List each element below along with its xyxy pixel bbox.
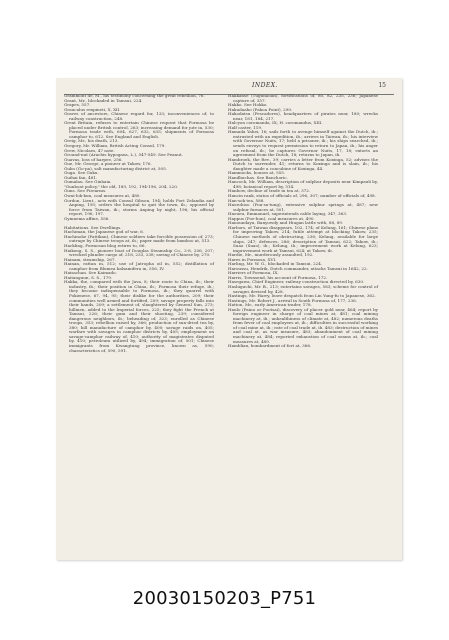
index-entry: Hammocks, houses at, 555. bbox=[228, 170, 286, 176]
index-entry: Haulo (Paino or Pootsai), discovery of placer gold near, 464; report by foreign engineer in charge of coal mines at, 481; coal mining machinery at, ib.; unhealthiness of climate at, 482; numerous deaths from fever of coal employees at, ib.; difficulties in successful working of coal mine at, ib.; rate of coal trade at, ib. 483; destruction of mines and coal at, as war measure, 483; abandonment of coal mining machinery at, 484; reported exhaustion of coal seams at, ib.; coal measures at, 489. bbox=[228, 306, 378, 344]
index-entry: Greig, Mr., his death, 213. bbox=[64, 138, 119, 144]
index-entry: Hancin rank, status of officials of, 296, 307; number of officials of, 498. bbox=[228, 193, 376, 199]
index-entry: Hambroek, the Rev., 39; carries a letter from Koxinga, 52; advises the Dutch to surrender, 41; returns to Koxinga and is slain, ib.; his daughter made a concubine of Koxinga, 44. bbox=[228, 156, 378, 171]
index-entry: Harling, Mr. W. G., blockaded in Tamsui, 224. bbox=[228, 261, 323, 267]
index-entry: Grew, Nicolaes, 47 note. bbox=[64, 147, 115, 153]
index-entry: "Gunboat policy," the old, 189, 192, 194-196, 204, 220. bbox=[64, 183, 179, 189]
scanned-page bbox=[56, 78, 402, 560]
image-caption: 20030150203_P751 bbox=[132, 588, 317, 609]
index-entry: Ground-nut (Arachis hypogaea, L.), 547-549. See Peanut. bbox=[64, 152, 183, 158]
index-entry: Hainam, steamship, 267. bbox=[64, 256, 116, 262]
index-entry: Gymnema affine, 556. bbox=[64, 215, 110, 221]
index-entry: Haroussu, Hendrik, Dutch commander, attacks Tamsui in 1642, 22. bbox=[228, 265, 368, 271]
index-entry: Haisachan. See Kaimado. bbox=[64, 270, 117, 276]
running-header bbox=[56, 82, 402, 92]
index-entry: Haoueu, Emmanuel, superintends cable laying, 347, 363. bbox=[228, 211, 348, 217]
index-entry: Hakko. See Hokko. bbox=[228, 102, 268, 108]
index-entry: Hachiman, the Japanese god of war, 6. bbox=[64, 229, 145, 235]
index-entry: Hatton, Mr., early American trader, 178. bbox=[228, 302, 312, 308]
index-entry: Grapes, 557. bbox=[64, 102, 91, 108]
index-entry: Half caster, 119. bbox=[228, 124, 263, 130]
index-entry: Guns. See Firearms. bbox=[64, 188, 107, 194]
index-entry: Guihai fan, 481. bbox=[64, 174, 98, 180]
index-entry: Hamblian, bombardment of fort at, 366. bbox=[228, 343, 312, 349]
index-entry: Han-sok tea, 588. bbox=[228, 197, 265, 203]
index-entry: Guavas, loss of harpee, 256. bbox=[64, 156, 123, 162]
index-entry: Hastings, Mr. Harry, leave despatch from Lin Yung-fu to Japanese, 362. bbox=[228, 293, 376, 299]
index-entry: Grant, Mr., blockaded in Tamsui, 224. bbox=[64, 97, 143, 103]
index-entry: Graucalus rexpineti, X, XII. bbox=[64, 106, 121, 112]
index-entry: Hamada Yahei, 16; sails forth to avenge himself against the Dutch, ib.; entrusted with an expedition, ib.; arrives in Taiwan, ib.; his interview with Governor Nuits, 17; held a prisoner, ib.; his ships searched, ib.; sends envoys to request permission to return to Japan, ib.; his anger on refusal, ib.; he captures Governor Nuits, 17, 18; extorts an agreement from the Dutch, 18; returns to Japan, ib. bbox=[228, 129, 378, 158]
index-entry: Harris, Townsend, his account of Formosa, 172. bbox=[228, 274, 328, 280]
index-entry: Hackling, Formosan blog retires to, 66. bbox=[64, 243, 146, 248]
header-title: INDEX. bbox=[252, 82, 278, 89]
index-entry: Gumalau. See Ginhaia. bbox=[64, 179, 112, 185]
index-entry: Graves of ancestors, Chinese regard for, 133; inconveniences of, to railway construction, 248. bbox=[64, 111, 214, 121]
index-entry: Habitations. See Dwellings. bbox=[64, 224, 122, 230]
index-entry: Hares in Formosa, XVI. bbox=[228, 256, 277, 262]
index-entry: Great Britain, refuses to entertain Chinese request that Formosa be placed under British control, 263; increasing demand for jute in, 530; Formosa trade with, 604, 627, 632, 635; shipments of Formosa camphor to, 612. See England and English. bbox=[64, 120, 214, 139]
index-entry: Hasegawa, Chief Engineer, railway construction directed by, 630. bbox=[228, 279, 365, 285]
index-entry: Harbors, of Taiwan disappears, 102, 174; of Kelung, 161; Chinese plans for improving Takow, 214; futile attempt at blocking Takow, 235; Chinese methods of obstructing, 236; Kelung, available for large ships, 247; defences, 286; description of Tamsui, 622; Takow, ib.; Suao (Suao), ib.; Kelung, ib.; improvement work at Kelung, 623; improvement work at Tamsui, 624; at Takow, ib. bbox=[228, 224, 378, 253]
index-entry: Hashiguchi, Mr. B., 213; entertains savages, 583; scheme for control of savages devised by, 428. bbox=[228, 283, 378, 294]
index-entry: Hakodatsu (Pescadores), headquarters of pirates near, 180; wrecks near, 181, 184, 217. bbox=[228, 111, 378, 121]
index-entry: Harriers of Formosa, IX. bbox=[228, 270, 279, 276]
index-entry: Hardie, Mr., murderously assaulted, 192. bbox=[228, 252, 314, 258]
index-entry: Haikong, S. S., pioneer boat of Douglas Steamship Co., 2-8, 206, 207; wrecked plunder cargo of, 218, 233, 238; saving of Chinese by, 270. bbox=[64, 247, 214, 258]
index-entry: Hakkanse (Tugunaoan), fortifications of, 80, 82, 235, 236; Japanese capture of, 357. bbox=[228, 93, 378, 103]
index-column-right bbox=[228, 94, 378, 349]
index-entry: Hakka, the, compared with the Java, 8; their route to China, ib.; their industry, ib.; their position in China, ib.; Formosa their refuge, ib.; they become indispensable to Formosa, ib.; they quarrel with Fokienese, 67, 94, 95; their dislike for the authorities, 209; their communities well armed and fortified, 209; savage property falls into their hands, 209; a settlement of, slaughtered by General Sun, 273; hillmen, added to the Imperial forces, 225; they fight the French at Tamsui, 226; their gum and their shooting, 239; considered dangerous neighbors, ib.; beheading of, 323; enrolled as Chinese troops, 353; rebellion raised by, 366; production of sun-dried tea by, 380; hill manufacture of camphor by, 400; savage raids on, 405; warfare with savages in camphor districts by, 405; employment on savage-camphor railway of, 410; authority of magistrates disputed by, 410; petroleum utilized by, 494; immigration of, 501; Chinese immigrants from Kwangtung province, known as, 590; characteristics of, 590, 591. bbox=[64, 279, 214, 353]
index-entry: Hastings, Mr. Robert J., arrival in South Formosa of, 177, 236. bbox=[228, 297, 358, 303]
index-column-left bbox=[64, 94, 214, 353]
index-entry: Hancock, Mr. William, description of sulphur deposits near Kimpauli by, 498; botanical report by, 514. bbox=[228, 179, 378, 189]
index-entry: Grammont de, M., his testimony concerning the great rebellion, 76. bbox=[64, 93, 205, 98]
index-entry: Hainan, rattan in, 512; use of Jatropha oil in, 552; distillation of camphor from Blumea balsamifera in, 556, IV. bbox=[64, 261, 214, 271]
index-entry: Gue, Mr. George, a pioneer at Takow, 176. bbox=[64, 161, 152, 167]
index-entry: Gregory, Mr. William, British Acting Consul, 179. bbox=[64, 143, 166, 149]
index-entry: Gwai-lok-kun, coal measures at, 480. bbox=[64, 193, 141, 199]
index-entry: Gordon, Lieut., acts with Consul Gibson, 194; holds Fort Zelandia and Anping, 195; orders the hospital to quit the town, ib.; opposed by force from Taiwan, ib.; storms Anping by night, 196; his official report, 196, 197. bbox=[64, 197, 214, 217]
index-entry: Gubo (Go-pa), salt manufacturing district at, 505. bbox=[64, 165, 168, 171]
index-entry: Hachinohe (Pattikan), Chinese soldiers take forcible possession of, 273; outrage by Chinese troops at, ib.; paper made from bamboo at, 513. bbox=[64, 233, 214, 244]
index-entry: Haitanguun, S. S., 179. bbox=[64, 274, 113, 280]
index-entry: Halcyon coromanda, IX; H. coromandus, XIII. bbox=[228, 120, 323, 126]
index-entry: Guga. See Guku. bbox=[64, 170, 99, 176]
index-entry: Happus (Poe-hun), coal measures at, 490. bbox=[228, 215, 315, 221]
page-number: 15 bbox=[378, 82, 386, 89]
index-entry: Hanbow, decline of trade in tea at, 372. bbox=[228, 188, 311, 194]
index-entry: Haorohiso (Poa-sa-tung), extensive sulphur springs at, 487; new sulphur furnaces at, 501. bbox=[228, 202, 378, 212]
index-entry: Hakudaaho (Pakoa Point), 290. bbox=[228, 106, 293, 112]
index-entry: Hanoundayu, Banyowdy and Hiugan lattle with, 88, 89. bbox=[228, 220, 344, 226]
index-entry: Handbuchas. See Banchoric. bbox=[228, 174, 288, 180]
